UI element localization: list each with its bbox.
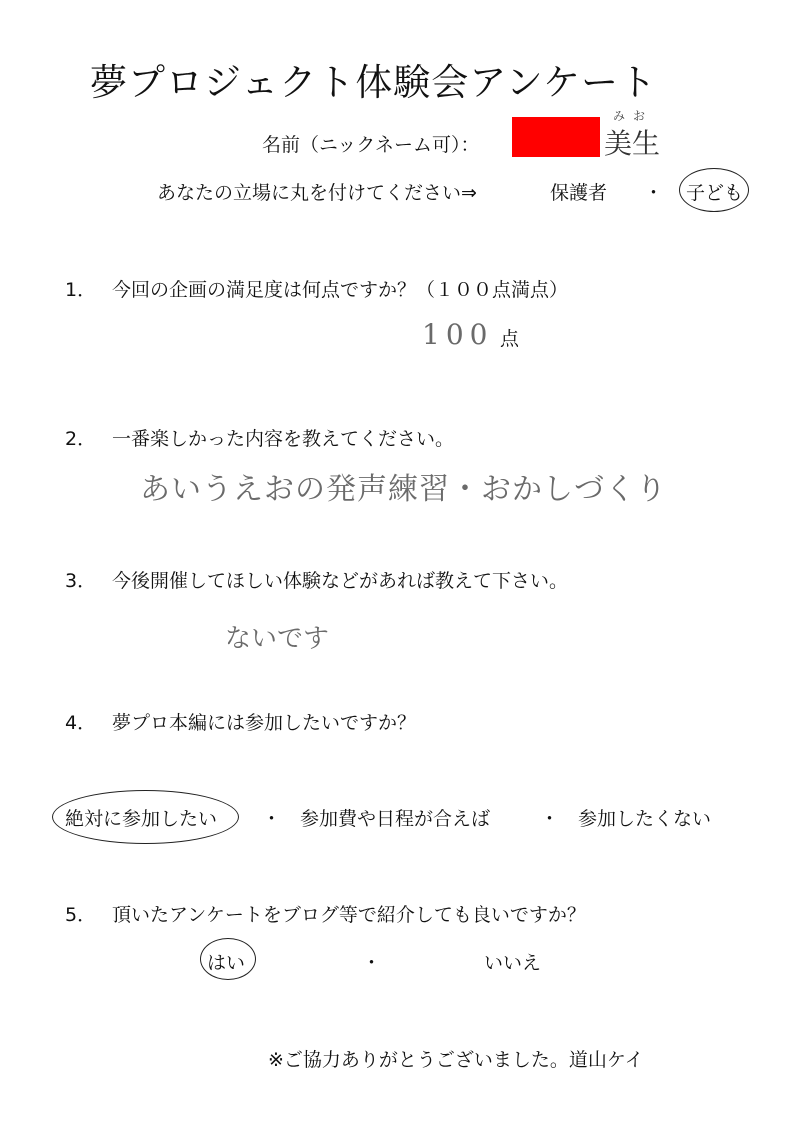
q4-separator-2: ・ xyxy=(540,808,560,830)
q3-number: 3． xyxy=(65,570,97,592)
name-label: 名前（ニックネーム可）： xyxy=(262,134,480,156)
q4-separator-1: ・ xyxy=(262,808,282,830)
q4-option-definitely[interactable]: 絶対に参加したい xyxy=(65,808,218,830)
q4-number: 4． xyxy=(65,712,97,734)
q5-number: 5． xyxy=(65,904,97,926)
role-option-guardian[interactable]: 保護者 xyxy=(550,182,608,204)
q1-number: 1． xyxy=(65,279,97,301)
name-handwritten: 美生 xyxy=(604,127,661,160)
q4-option-if-fits[interactable]: 参加費や日程が合えば xyxy=(300,808,491,830)
footer-thanks: ※ご協力ありがとうございました。道山ケイ xyxy=(268,1049,644,1071)
q1-text: 今回の企画の満足度は何点ですか？（１００点満点） xyxy=(112,279,569,301)
q2-number: 2． xyxy=(65,428,97,450)
q1-unit: 点 xyxy=(500,328,520,350)
q2-answer: あいうえおの発声練習・おかしづくり xyxy=(140,472,667,507)
q1-answer: 100 xyxy=(422,318,494,351)
q5-selected-circle xyxy=(200,938,256,980)
q3-answer: ないです xyxy=(225,624,330,654)
role-selected-circle xyxy=(679,168,749,212)
q5-option-yes[interactable]: はい xyxy=(207,952,246,974)
q5-separator: ・ xyxy=(362,952,382,974)
q4-option-no[interactable]: 参加したくない xyxy=(578,808,712,830)
name-furigana: みお xyxy=(613,109,654,123)
role-option-child[interactable]: 子ども xyxy=(686,182,744,204)
q3-text: 今後開催してほしい体験などがあれば教えて下さい。 xyxy=(112,570,569,592)
q5-text: 頂いたアンケートをブログ等で紹介しても良いですか？ xyxy=(112,904,586,926)
role-separator: ・ xyxy=(644,182,664,204)
q5-option-no[interactable]: いいえ xyxy=(484,952,542,974)
q4-text: 夢プロ本編には参加したいですか？ xyxy=(112,712,417,734)
q4-selected-circle xyxy=(52,790,239,844)
role-prompt: あなたの立場に丸を付けてください⇒ xyxy=(157,182,477,204)
redacted-name-box xyxy=(512,117,600,157)
survey-title: 夢プロジェクト体験会アンケート xyxy=(90,61,658,104)
q2-text: 一番楽しかった内容を教えてください。 xyxy=(112,428,455,450)
